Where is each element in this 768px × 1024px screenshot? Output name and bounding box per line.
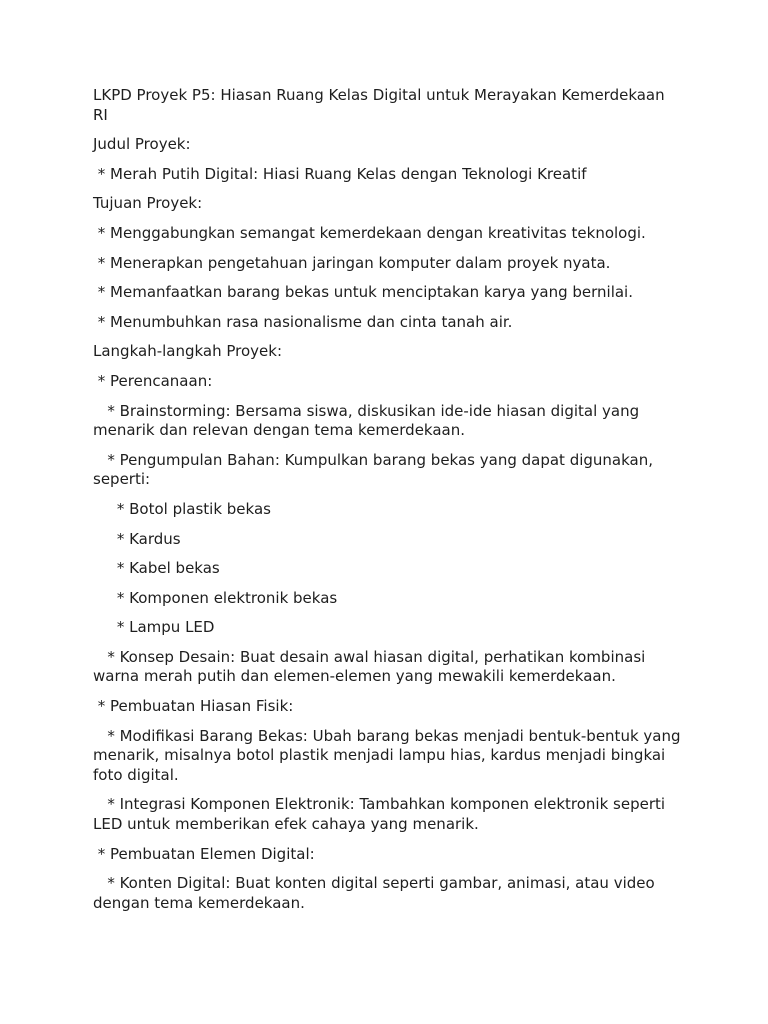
list-item: * Komponen elektronik bekas: [93, 588, 338, 607]
list-item: * Menumbuhkan rasa nasionalisme dan cinta tanah air.: [93, 312, 513, 331]
list-item: * Modifikasi Barang Bekas: Ubah barang bekas menjadi bentuk-bentuk yang menarik, misalnya botol plastik menjadi lampu hias, kardus menjadi bingkai foto digital.: [93, 726, 686, 784]
document-body: [93, 86, 686, 923]
section-heading-tujuan: Tujuan Proyek:: [93, 194, 203, 213]
list-item: * Menerapkan pengetahuan jaringan komputer dalam proyek nyata.: [93, 253, 611, 272]
list-item: * Menggabungkan semangat kemerdekaan dengan kreativitas teknologi.: [93, 223, 646, 242]
list-item: * Pengumpulan Bahan: Kumpulkan barang bekas yang dapat digunakan, seperti:: [93, 450, 658, 489]
list-item: * Pembuatan Hiasan Fisik:: [93, 697, 294, 716]
list-item: * Brainstorming: Bersama siswa, diskusikan ide-ide hiasan digital yang menarik dan relevan dengan tema kemerdekaan.: [93, 401, 644, 440]
list-item: * Kabel bekas: [93, 559, 220, 578]
list-item: * Pembuatan Elemen Digital:: [93, 844, 315, 863]
list-item: * Perencanaan:: [93, 371, 213, 390]
list-item: * Kardus: [93, 529, 181, 548]
list-item: * Merah Putih Digital: Hiasi Ruang Kelas dengan Teknologi Kreatif: [93, 164, 587, 183]
list-item: * Botol plastik bekas: [93, 499, 271, 518]
list-item: * Konten Digital: Buat konten digital seperti gambar, animasi, atau video dengan tema kemerdekaan.: [93, 874, 660, 912]
section-heading-langkah: Langkah-langkah Proyek:: [93, 342, 283, 361]
document-title: LKPD Proyek P5: Hiasan Ruang Kelas Digital untuk Merayakan Kemerdekaan RI: [93, 86, 670, 124]
section-heading-judul: Judul Proyek:: [93, 135, 191, 154]
list-item: * Memanfaatkan barang bekas untuk menciptakan karya yang bernilai.: [93, 283, 633, 302]
list-item: * Integrasi Komponen Elektronik: Tambahkan komponen elektronik seperti LED untuk memberikan efek cahaya yang menarik.: [93, 795, 670, 834]
list-item: * Lampu LED: [93, 618, 215, 637]
list-item: * Konsep Desain: Buat desain awal hiasan digital, perhatikan kombinasi warna merah putih dan elemen-elemen yang mewakili kemerdekaan.: [93, 647, 651, 686]
